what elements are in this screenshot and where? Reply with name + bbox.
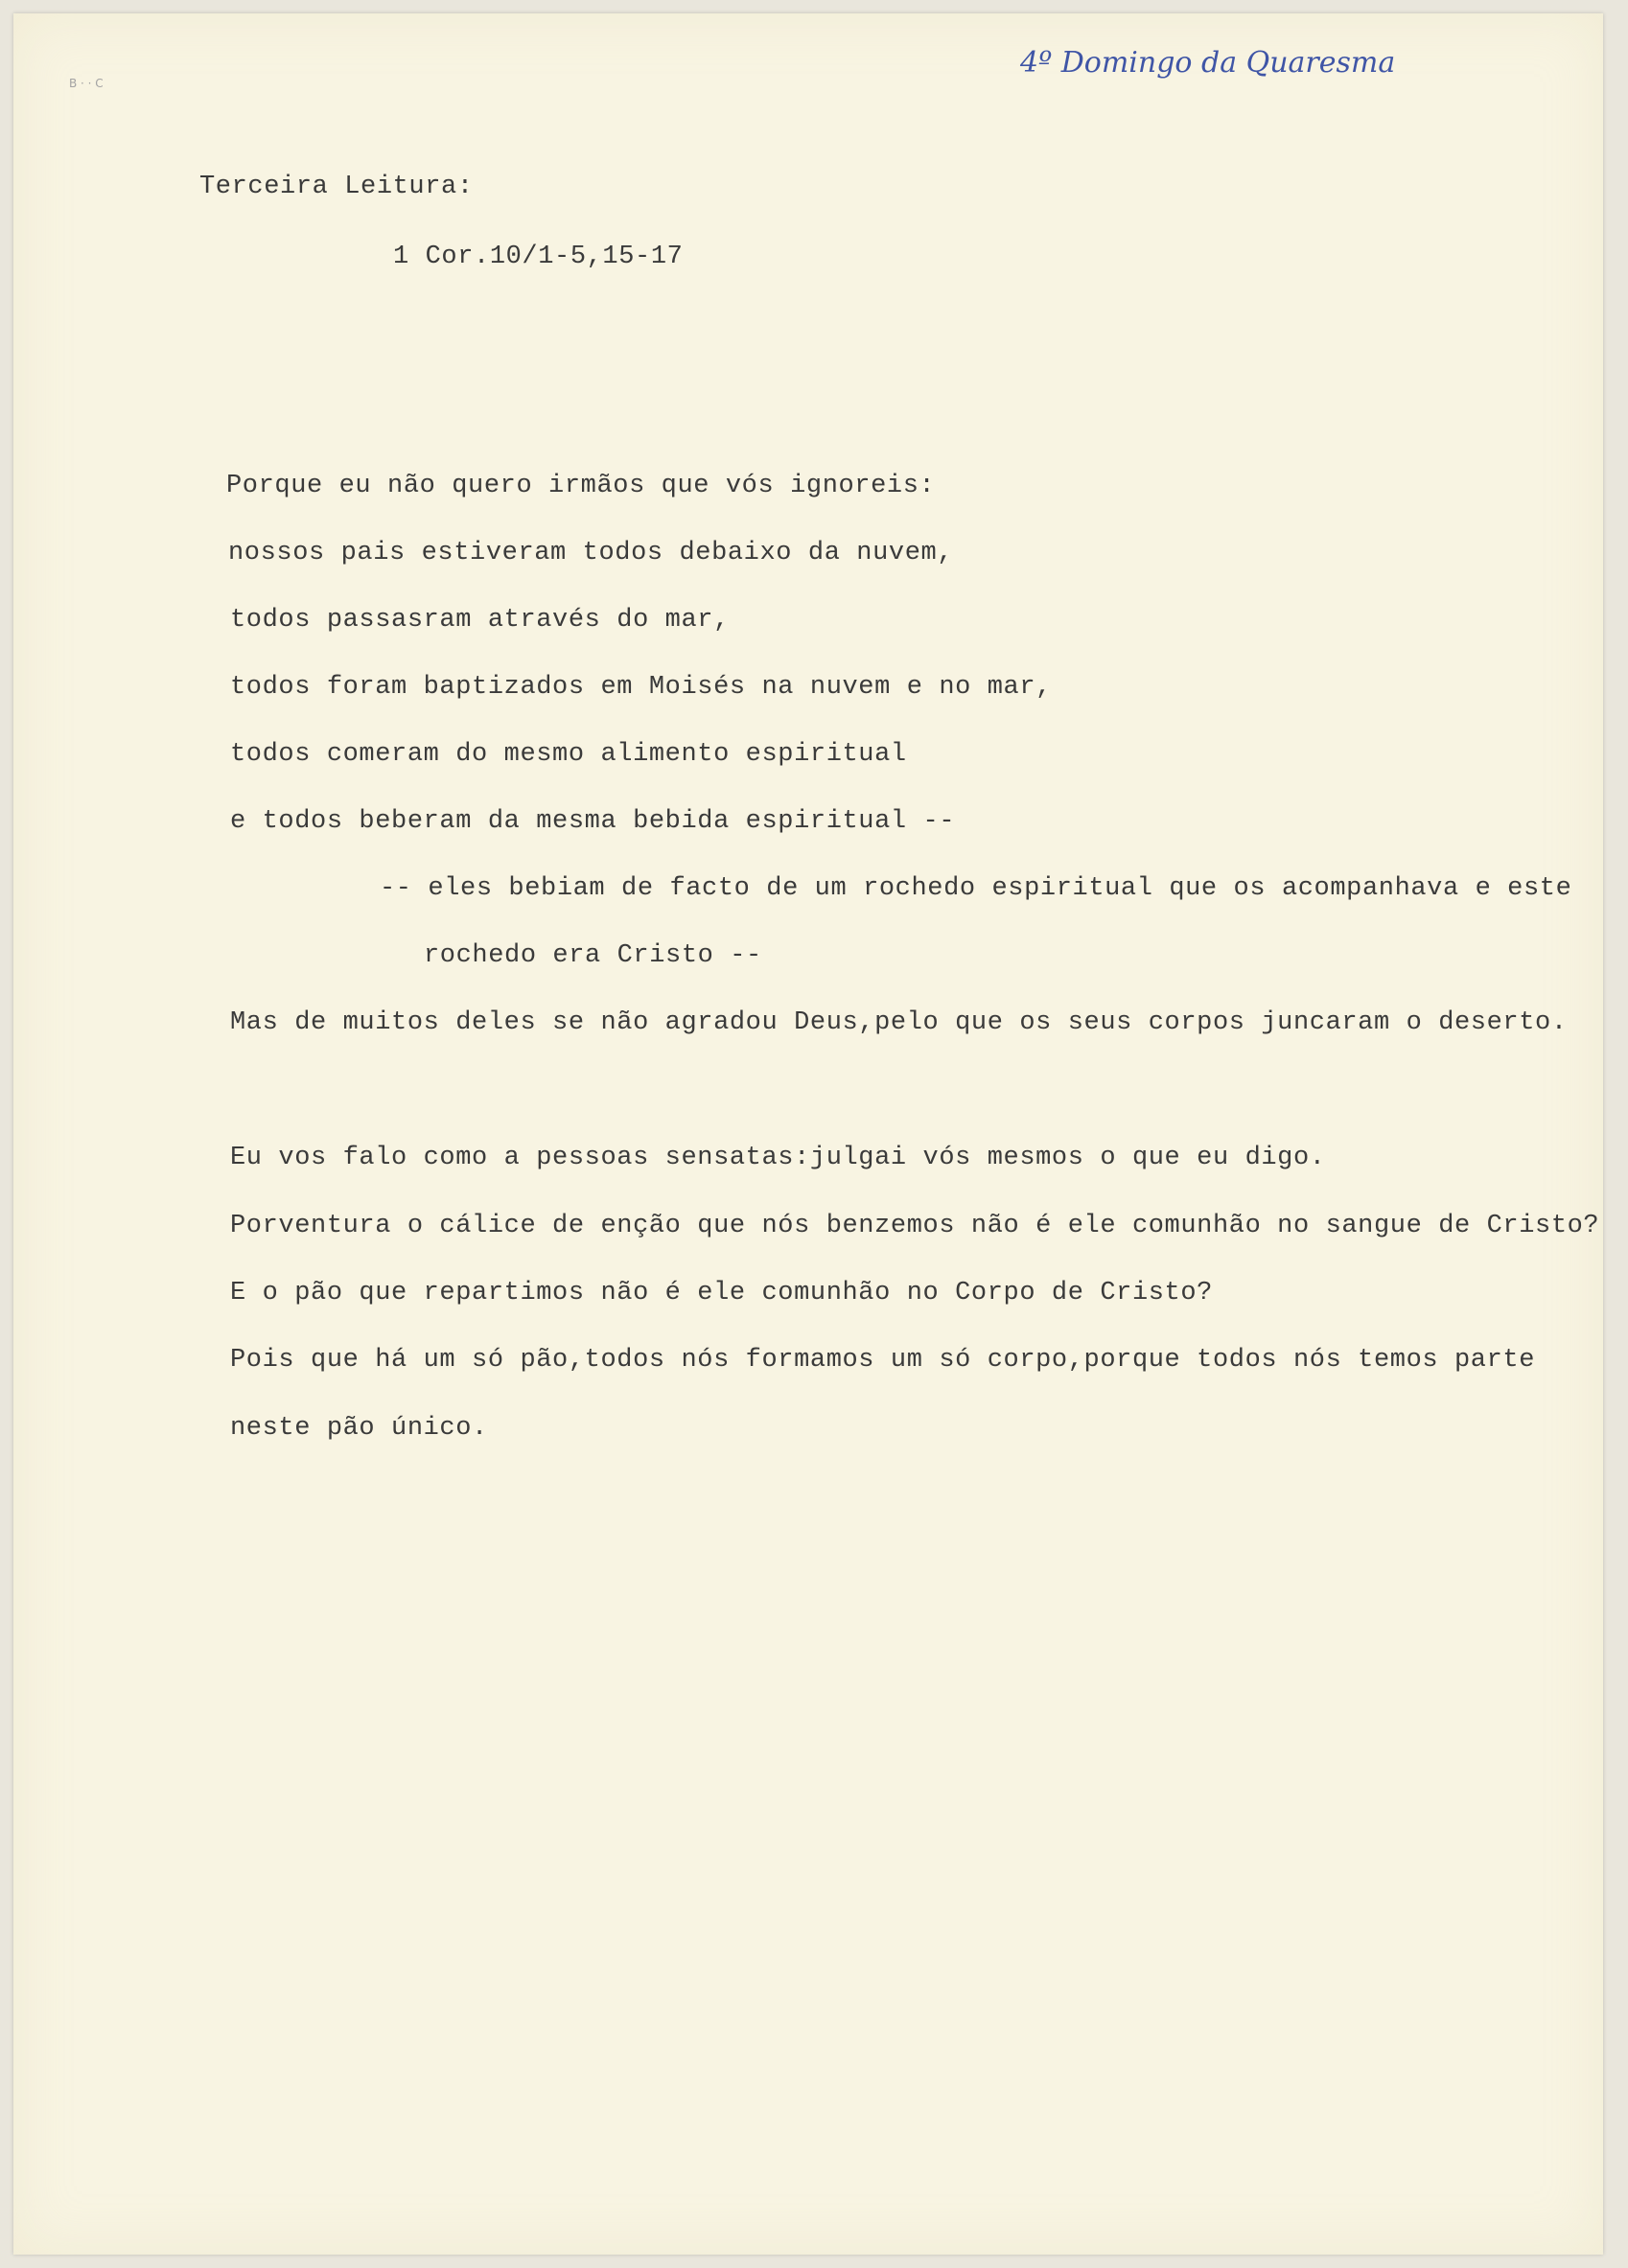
text-line: todos passasram através do mar, (230, 606, 730, 635)
document-page (13, 13, 1603, 2255)
header-marks: B · · C (69, 77, 104, 90)
text-line: neste pão único. (230, 1414, 488, 1443)
text-line: Porque eu não quero irmãos que vós ignoreis: (226, 472, 936, 500)
text-line: Porventura o cálice de enção que nós benzemos não é ele comunhão no sangue de Cristo? (230, 1212, 1600, 1240)
text-line: Pois que há um só pão,todos nós formamos um só corpo,porque todos nós temos parte (230, 1346, 1536, 1375)
handwritten-note: 4º Domingo da Quaresma (1020, 46, 1396, 80)
text-line: todos foram baptizados em Moisés na nuvem e no mar, (230, 673, 1052, 702)
reading-reference: 1 Cor.10/1-5,15-17 (393, 243, 684, 271)
text-line: todos comeram do mesmo alimento espiritual (230, 740, 907, 769)
text-line: rochedo era Cristo -- (424, 941, 762, 970)
text-line: Eu vos falo como a pessoas sensatas:julgai vós mesmos o que eu digo. (230, 1144, 1326, 1172)
text-line: Mas de muitos deles se não agradou Deus,pelo que os seus corpos juncaram o deserto. (230, 1008, 1568, 1037)
text-line: nossos pais estiveram todos debaixo da nuvem, (228, 539, 954, 567)
text-line: -- eles bebiam de facto de um rochedo espiritual que os acompanhava e este (380, 874, 1572, 903)
text-line: E o pão que repartimos não é ele comunhão no Corpo de Cristo? (230, 1279, 1213, 1308)
heading: Terceira Leitura: (199, 173, 474, 201)
text-line: e todos beberam da mesma bebida espiritual -- (230, 807, 956, 836)
